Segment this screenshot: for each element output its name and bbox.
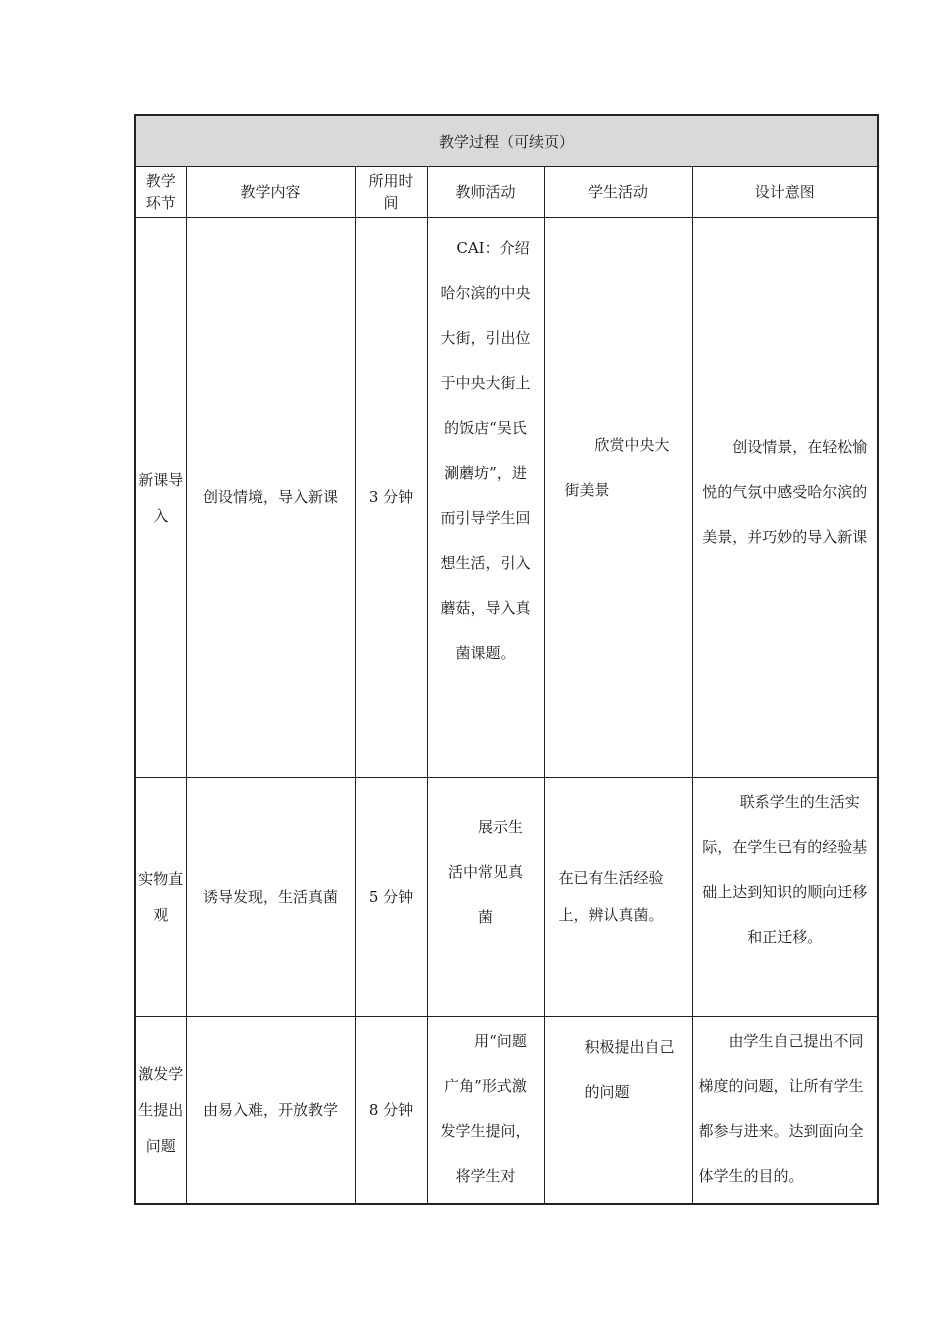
teacher-activity-cell: 用“问题广角”形式激发学生提问，将学生对 bbox=[427, 1017, 544, 1205]
time-cell: 3 分钟 bbox=[355, 218, 427, 778]
header-time: 所用时间 bbox=[355, 167, 427, 218]
table-row bbox=[135, 1017, 878, 1205]
content-cell: 由易入难，开放教学 bbox=[186, 1017, 355, 1205]
header-student: 学生活动 bbox=[544, 167, 692, 218]
design-intent-cell: 联系学生的生活实际，在学生已有的经验基础上达到知识的顺向迁移和正迁移。 bbox=[692, 778, 878, 1017]
time-cell: 8 分钟 bbox=[355, 1017, 427, 1205]
table-title: 教学过程（可续页） bbox=[135, 115, 878, 167]
header-row bbox=[135, 167, 878, 218]
header-content: 教学内容 bbox=[186, 167, 355, 218]
section-cell: 实物直观 bbox=[135, 778, 186, 1017]
header-design: 设计意图 bbox=[692, 167, 878, 218]
table-row bbox=[135, 778, 878, 1017]
student-activity-cell: 在已有生活经验上，辨认真菌。 bbox=[544, 778, 692, 1017]
header-teacher: 教师活动 bbox=[427, 167, 544, 218]
design-intent-cell: 由学生自己提出不同梯度的问题，让所有学生都参与进来。达到面向全体学生的目的。 bbox=[692, 1017, 878, 1205]
header-section: 教学环节 bbox=[135, 167, 186, 218]
content-cell: 诱导发现，生活真菌 bbox=[186, 778, 355, 1017]
teaching-process-table bbox=[134, 114, 879, 1205]
teacher-activity-cell: CAI：介绍哈尔滨的中央大街，引出位于中央大街上的饭店“吴氏涮蘑坊”，进而引导学生回想生活，引入蘑菇，导入真菌课题。 bbox=[427, 218, 544, 778]
section-cell: 新课导入 bbox=[135, 218, 186, 778]
design-intent-cell: 创设情景，在轻松愉悦的气氛中感受哈尔滨的美景，并巧妙的导入新课 bbox=[692, 218, 878, 778]
time-cell: 5 分钟 bbox=[355, 778, 427, 1017]
content-cell: 创设情境，导入新课 bbox=[186, 218, 355, 778]
section-cell: 激发学生提出问题 bbox=[135, 1017, 186, 1205]
teacher-activity-cell: 展示生活中常见真菌 bbox=[427, 778, 544, 1017]
student-activity-cell: 积极提出自己的问题 bbox=[544, 1017, 692, 1205]
table-row bbox=[135, 218, 878, 778]
student-activity-cell: 欣赏中央大街美景 bbox=[544, 218, 692, 778]
